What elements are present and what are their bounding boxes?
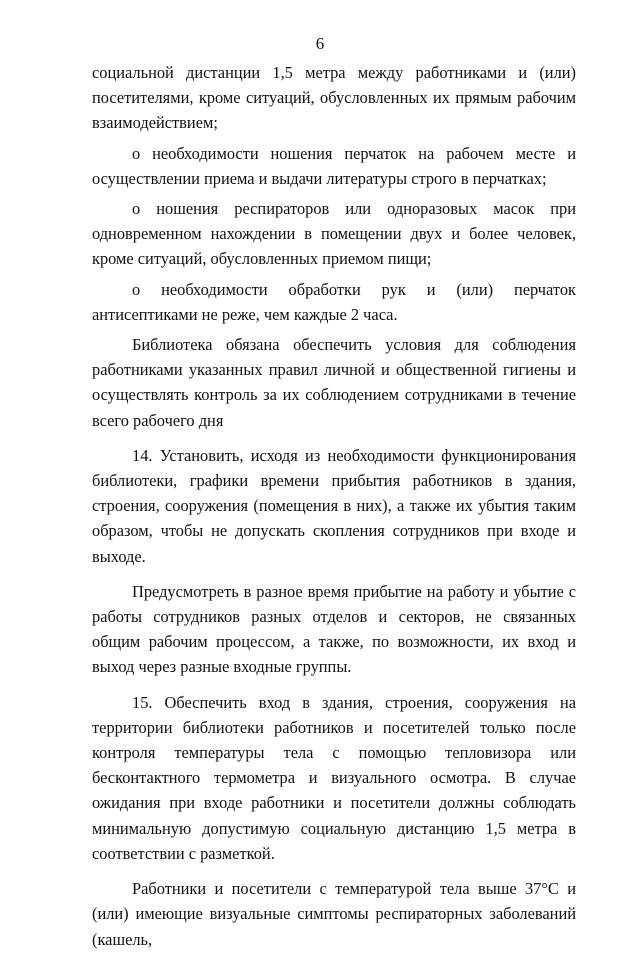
paragraph-gloves: о необходимости ношения перчаток на рабочем месте и осуществлении приема и выдачи литературы строго в перчатках;: [92, 143, 576, 188]
paragraph-item-14: 14. Установить, исходя из необходимости функционирования библиотеки, графики времени прибытия работников в здания, строения, сооружения (помещения в них), а также их убытия таким образом, чтобы не допускать скопления сотрудников при входе и выходе.: [92, 445, 576, 566]
document-body: [92, 60, 576, 957]
paragraph-item-15: 15. Обеспечить вход в здания, строения, сооружения на территории библиотеки работников и посетителей только после контроля температуры тела с помощью тепловизора или бесконтактного термометра и визуального осмотра. В случае ожидания при входе работники и посетители должны соблюдать минимальную допустимую социальную дистанцию 1,5 метра в соответствии с разметкой.: [92, 692, 576, 863]
paragraph-hand-sanitizing: о необходимости обработки рук и (или) перчаток антисептиками не реже, чем каждые 2 часа.: [92, 279, 576, 324]
paragraph-item-15-temperature: Работники и посетители с температурой тела выше 37°С и (или) имеющие визуальные симптомы респираторных заболеваний (кашель,: [92, 879, 576, 949]
paragraph-library-obligation: Библиотека обязана обеспечить условия для соблюдения работниками указанных правил личной и общественной гигиены и осуществлять контроль за их соблюдением сотрудниками в течение всего рабочего дня: [92, 335, 576, 430]
page-number: 6: [315, 34, 325, 53]
paragraph-distance-continuation: социальной дистанции 1,5 метра между работниками и (или) посетителями, кроме ситуаций, обусловленных их прямым рабочим взаимодействием;: [92, 63, 576, 133]
paragraph-masks: о ношения респираторов или одноразовых масок при одновременном нахождении в помещении двух и более человек, кроме ситуаций, обусловленных приемом пищи;: [92, 199, 576, 269]
paragraph-item-14-schedule: Предусмотреть в разное время прибытие на работу и убытие с работы сотрудников разных отделов и секторов, не связанных общим рабочим процессом, а также, по возможности, их вход и выход через разные входные группы.: [92, 581, 576, 677]
